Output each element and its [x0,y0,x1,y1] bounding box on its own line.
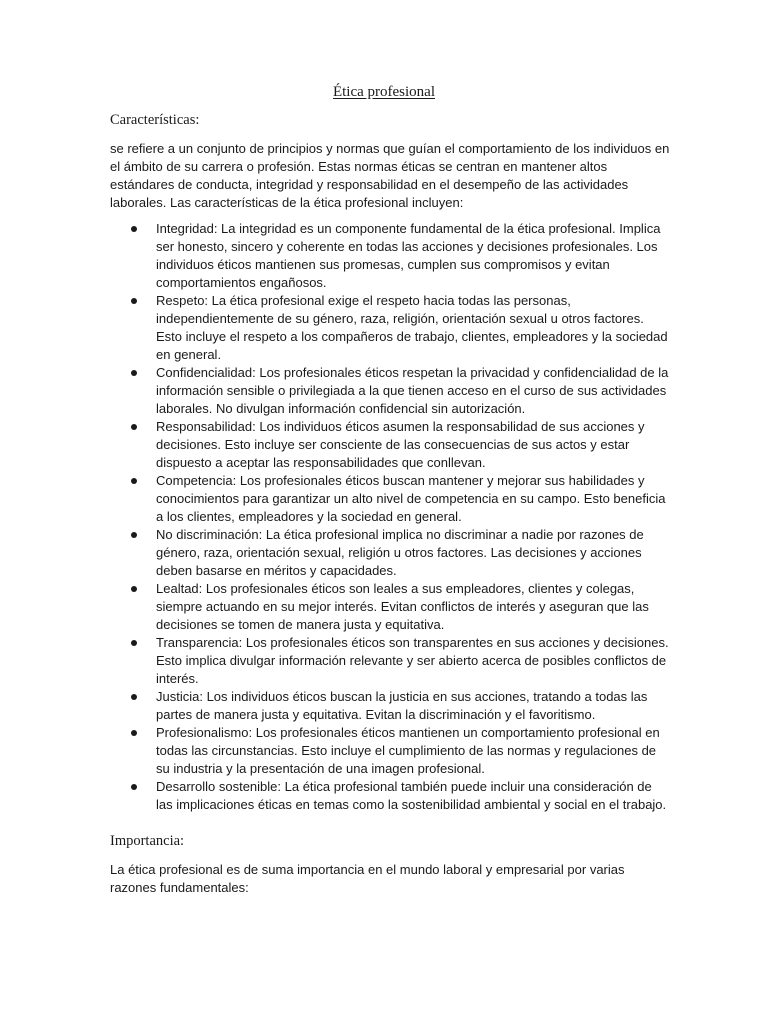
section-heading-importancia: Importancia: [110,833,185,849]
list-item-text: Confidencialidad: Los profesionales éticos respetan la privacidad y confidencialidad de la información sensible o privilegiada a la que tienen acceso en el curso de sus actividades laborales. No divulgan información confidencial sin autorización. [156,365,669,416]
list-item-text: Transparencia: Los profesionales éticos son transparentes en sus acciones y decisiones. Esto implica divulgar información relevante y ser abierto acerca de posibles conflictos de interés. [156,635,669,686]
list-item-text: Lealtad: Los profesionales éticos son leales a sus empleadores, clientes y colegas, siempre actuando en su mejor interés. Evitan conflictos de interés y aseguran que las decisiones se tomen de manera justa y equitativa. [156,581,649,632]
list-item [110,724,670,778]
list-item [110,580,670,634]
list-item-text: Respeto: La ética profesional exige el respeto hacia todas las personas, independientemente de su género, raza, religión, orientación sexual u otros factores. Esto incluye el respeto a los compañeros de trabajo, clientes, empleadores y la sociedad en general. [156,293,668,362]
list-item [110,292,670,364]
bullet-icon [131,298,137,304]
list-item [110,418,670,472]
bullet-icon [131,370,137,376]
bullet-icon [131,586,137,592]
list-item [110,688,670,724]
list-item [110,472,670,526]
bullet-icon [131,532,137,538]
characteristics-list [110,220,670,814]
list-item [110,778,670,814]
list-item-text: Profesionalismo: Los profesionales éticos mantienen un comportamiento profesional en todas las circunstancias. Esto incluye el cumplimiento de las normas y regulaciones de su industria y la presentación de una imagen profesional. [156,725,660,776]
list-item-text: Justicia: Los individuos éticos buscan la justicia en sus acciones, tratando a todas las partes de manera justa y equitativa. Evitan la discriminación y el favoritismo. [156,689,648,722]
bullet-icon [131,640,137,646]
section-heading-caracteristicas: Características: [110,112,200,128]
list-item-text: Desarrollo sostenible: La ética profesional también puede incluir una consideración de las implicaciones éticas en temas como la sostenibilidad ambiental y social en el trabajo. [156,779,667,812]
list-item [110,634,670,688]
bullet-icon [131,226,137,232]
bullet-icon [131,784,137,790]
list-item-text: Responsabilidad: Los individuos éticos asumen la responsabilidad de sus acciones y decisiones. Esto incluye ser consciente de las consecuencias de sus actos y estar dispuesto a aceptar las responsabilidades que conllevan. [156,419,645,470]
list-item-text: Competencia: Los profesionales éticos buscan mantener y mejorar sus habilidades y conocimientos para garantizar un alto nivel de competencia en su campo. Esto beneficia a los clientes, empleadores y la sociedad en general. [156,473,666,524]
list-item-text: No discriminación: La ética profesional implica no discriminar a nadie por razones de género, raza, orientación sexual, religión u otros factores. Las decisiones y acciones deben basarse en méritos y capacidades. [156,527,644,578]
bullet-icon [131,694,137,700]
list-item [110,526,670,580]
list-item-text: Integridad: La integridad es un componente fundamental de la ética profesional. Implica ser honesto, sincero y coherente en todas las acciones y decisiones profesionales. Los individuos éticos mantienen sus promesas, cumplen sus compromisos y evitan comportamientos engañosos. [156,221,661,290]
bullet-icon [131,730,137,736]
list-item [110,364,670,418]
bullet-icon [131,424,137,430]
intro-paragraph: se refiere a un conjunto de principios y normas que guían el comportamiento de los individuos en el ámbito de su carrera o profesión. Estas normas éticas se centran en mantener altos estándares de conducta, integridad y responsabilidad en el desempeño de las actividades laborales. Las características de la ética profesional incluyen: [110,141,670,210]
closing-paragraph: La ética profesional es de suma importancia en el mundo laboral y empresarial por varias razones fundamentales: [110,862,625,895]
page-title: Ética profesional [332,84,436,100]
list-item [110,220,670,292]
bullet-icon [131,478,137,484]
